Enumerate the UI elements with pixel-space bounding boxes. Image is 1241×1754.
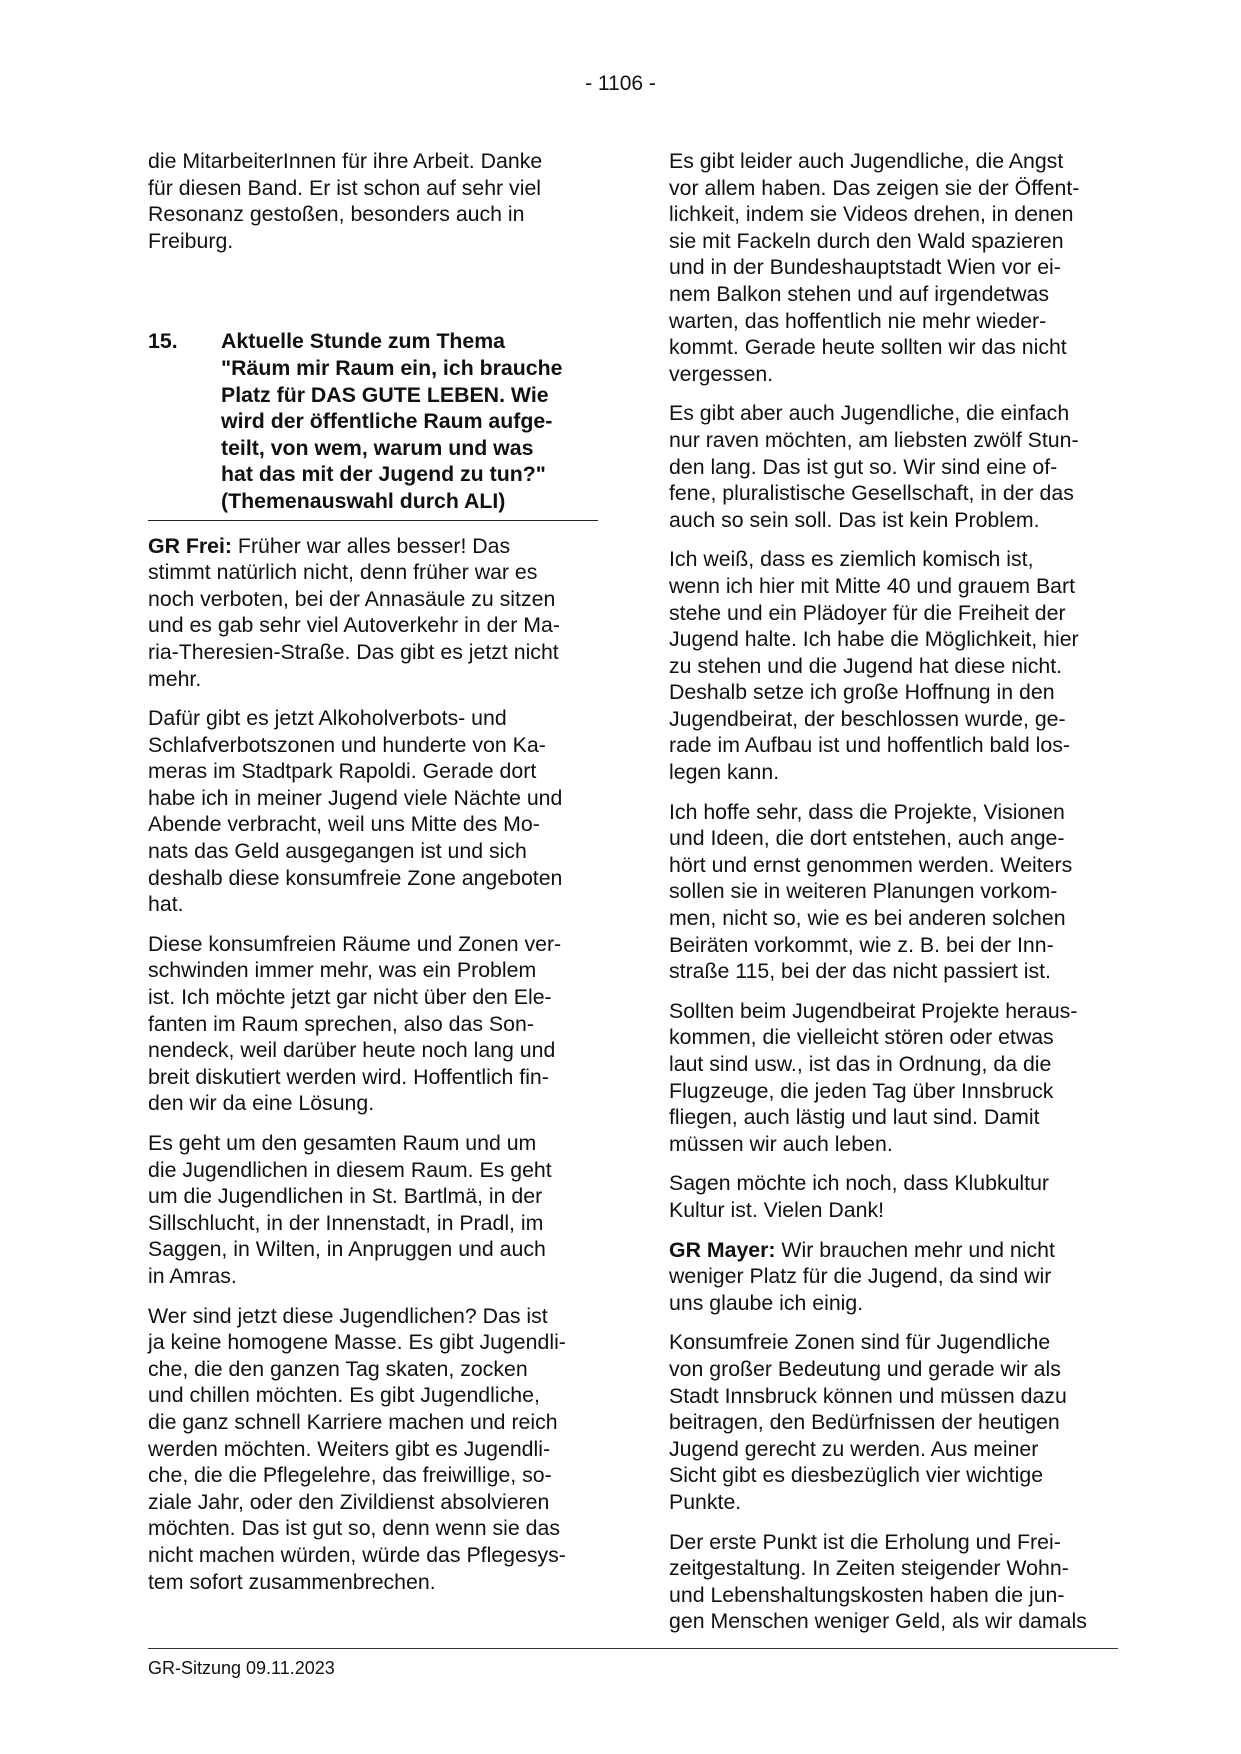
speech-paragraph: Sollten beim Jugendbeirat Projekte heraus- kommen, die vielleicht stören oder etwas laut sind usw., ist das in Ordnung, da die Flugzeuge, die jeden Tag über Innsbruck fliegen, auch lästig und laut sind. Damit müssen wir auch leben. bbox=[669, 998, 1078, 1156]
speech-paragraph: Dafür gibt es jetzt Alkoholverbots- und Schlafverbotszonen und hunderte von Ka- meras im Stadtpark Rapoldi. Gerade dort habe ich in meiner Jugend viele Nächte und Abende verbracht, weil uns Mitte des Mo- nats das Geld ausgegangen ist und sich deshalb diese konsumfreie Zone angeboten hat. bbox=[148, 706, 563, 917]
intro-paragraph: die MitarbeiterInnen für ihre Arbeit. Danke für diesen Band. Er ist schon auf sehr viel Resonanz gestoßen, besonders auch in Freiburg. bbox=[148, 149, 543, 253]
speech-paragraph: Es gibt aber auch Jugendliche, die einfach nur raven möchten, am liebsten zwölf Stun- den lang. Das ist gut so. Wir sind eine of- fene, pluralistische Gesellschaft, in der das auch so sein soll. Das ist kein Problem. bbox=[669, 401, 1079, 532]
left-column bbox=[148, 148, 598, 1608]
right-column bbox=[669, 148, 1119, 1648]
speech-paragraph: Es gibt leider auch Jugendliche, die Angst vor allem haben. Das zeigen sie der Öffent- lichkeit, indem sie Videos drehen, in denen sie mit Fackeln durch den Wald spazieren und in der Bundeshauptstadt Wien vor ei- nem Balkon stehen und auf irgendetwas warten, das hoffentlich nie mehr wieder- kommt. Gerade heute sollten wir das nicht vergessen. bbox=[669, 149, 1080, 386]
agenda-item-title: Aktuelle Stunde zum Thema "Räum mir Raum ein, ich brauche Platz für DAS GUTE LEBEN. Wie wird der öffentliche Raum aufge- teilt, von wem, warum und was hat das mit der Jugend zu tun?" (Themenauswahl durch ALI) bbox=[221, 329, 563, 513]
speech-text: Früher war alles besser! Das stimmt natürlich nicht, denn früher war es noch verboten, bei der Annasäule zu sitzen und es gab sehr viel Autoverkehr in der Ma- ria-Theresien-Straße. Das gibt es jetzt nicht mehr. bbox=[148, 533, 560, 691]
speaker-name: GR Frei: bbox=[148, 533, 233, 558]
speech-text: Wir brauchen mehr und nicht weniger Platz für die Jugend, da sind wir uns glaube ich einig. bbox=[669, 1237, 1055, 1315]
speech-paragraph: Ich weiß, dass es ziemlich komisch ist, wenn ich hier mit Mitte 40 und grauem Bart stehe und ein Plädoyer für die Freiheit der Jugend halte. Ich habe die Möglichkeit, hier zu stehen und die Jugend hat diese nicht. Deshalb setze ich große Hoffnung in den Jugendbeirat, der beschlossen wurde, ge- rade im Aufbau ist und hoffentlich bald los- legen kann. bbox=[669, 547, 1079, 785]
speech-paragraph: Sagen möchte ich noch, dass Klubkultur Kultur ist. Vielen Dank! bbox=[669, 1171, 1050, 1222]
speech-paragraph bbox=[148, 533, 598, 693]
footer-session-date: GR-Sitzung 09.11.2023 bbox=[148, 1658, 335, 1678]
speech-paragraph: Diese konsumfreien Räume und Zonen ver- schwinden immer mehr, was ein Problem ist. Ich möchte jetzt gar nicht über den Ele- fanten im Raum sprechen, also das Son- nendeck, weil darüber heute noch lang und breit diskutiert werden wird. Hoffentlich fin- den wir da eine Lösung. bbox=[148, 931, 562, 1116]
speaker-name: GR Mayer: bbox=[669, 1237, 776, 1262]
agenda-item-number: 15. bbox=[148, 329, 178, 354]
speech-paragraph: Es geht um den gesamten Raum und um die Jugendlichen in diesem Raum. Es geht um die Jugendlichen in St. Bartlmä, in der Sillschlucht, in der Innenstadt, in Pradl, im Saggen, in Wilten, in Anpruggen und auch in Amras. bbox=[148, 1131, 552, 1288]
speech-paragraph: Ich hoffe sehr, dass die Projekte, Visionen und Ideen, die dort entstehen, auch ange- hört und ernst genommen werden. Weiters sollen sie in weiteren Planungen vorkom- men, nicht so, wie es bei anderen solchen Beiräten vorkommt, wie z. B. bei der Inn- straße 115, bei der das nicht passiert ist. bbox=[669, 799, 1073, 984]
speech-paragraph: Wer sind jetzt diese Jugendlichen? Das ist ja keine homogene Masse. Es gibt Jugendli- che, die den ganzen Tag skaten, zocken und chillen möchten. Es gibt Jugendliche, die ganz schnell Karriere machen und reich werden möchten. Weiters gibt es Jugendli- che, die die Pflegelehre, das freiwillige, so- ziale Jahr, oder den Zivildienst absolvieren möchten. Das ist gut so, denn wenn sie das nicht machen würden, würde das Pflegesys- tem sofort zusammenbrechen. bbox=[148, 1303, 566, 1594]
speech-paragraph bbox=[669, 1237, 1119, 1317]
page-number: - 1106 - bbox=[585, 72, 656, 95]
speech-paragraph: Konsumfreie Zonen sind für Jugendliche von großer Bedeutung und gerade wir als Stadt Innsbruck können und müssen dazu beitragen, den Bedürfnissen der heutigen Jugend gerecht zu werden. Aus meiner Sicht gibt es diesbezüglich vier wichtige Punkte. bbox=[669, 1330, 1067, 1514]
footer-divider bbox=[148, 1648, 1118, 1649]
speech-paragraph: Der erste Punkt ist die Erholung und Frei- zeitgestaltung. In Zeiten steigender Wohn- und Lebenshaltungskosten haben die jun- gen Menschen weniger Geld, als wir damals bbox=[669, 1529, 1087, 1634]
agenda-item-heading bbox=[148, 328, 598, 520]
